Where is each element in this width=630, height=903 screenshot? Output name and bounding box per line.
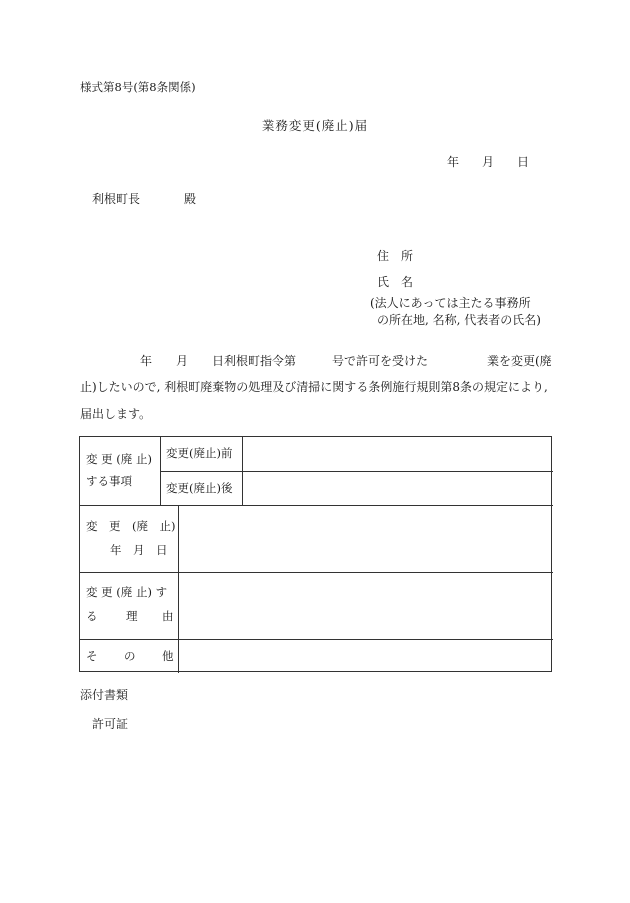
table-divider (80, 505, 553, 506)
body-day-directive: 日利根町指令第 (212, 354, 297, 368)
matter-label-line2: する事項 (86, 474, 132, 488)
applicant-note-line2: の所在地, 名称, 代表者の氏名) (377, 313, 541, 327)
date-year-label: 年 (447, 155, 460, 169)
reason-label-ri: 理 (126, 609, 138, 623)
date-month-label: 月 (482, 155, 495, 169)
other-label-so: そ (86, 649, 98, 663)
date-value-cell[interactable] (182, 508, 549, 569)
table-divider (80, 572, 553, 573)
body-number: 号で許可を受けた (332, 354, 429, 368)
attachment-item: 許可証 (92, 717, 129, 731)
body-line-2: 止)したいので, 利根町廃棄物の処理及び清掃に関する条例施行規則第8条の規定により, (80, 380, 548, 394)
before-label: 変更(廃止)前 (166, 446, 233, 460)
other-label-no: の (124, 649, 136, 663)
change-details-table (79, 436, 552, 672)
body-business: 業を変更(廃 (487, 354, 552, 368)
reason-label-line1: 変 更 (廃 止) す (86, 585, 168, 599)
body-year: 年 (140, 354, 153, 368)
reason-label-yu: 由 (162, 609, 174, 623)
reason-label-ru: る (86, 609, 98, 623)
body-line-3: 届出します。 (80, 407, 152, 421)
addressee-honorific: 殿 (184, 192, 197, 206)
document-title: 業務変更(廃止)届 (261, 118, 369, 133)
other-value-cell[interactable] (182, 642, 549, 670)
date-day-label: 日 (517, 155, 530, 169)
other-label-ta: 他 (162, 649, 174, 663)
matter-label-line1: 変 更 (廃 止) (86, 452, 152, 466)
form-number: 様式第8号(第8条関係) (80, 80, 196, 94)
after-value-cell[interactable] (246, 473, 549, 503)
date-label-line1: 変 更 (廃 止) (86, 519, 176, 533)
applicant-address-label: 住 所 (377, 249, 414, 263)
addressee-name: 利根町長 (92, 192, 141, 206)
applicant-note-line1: (法人にあっては主たる事務所 (370, 296, 531, 310)
table-divider (80, 639, 553, 640)
table-divider (160, 471, 553, 472)
attachments-title: 添付書類 (80, 688, 129, 702)
date-label-line2: 年 月 日 (110, 543, 168, 557)
table-divider (178, 505, 179, 673)
after-label: 変更(廃止)後 (166, 481, 233, 495)
body-month: 月 (176, 354, 189, 368)
applicant-name-label: 氏 名 (377, 275, 414, 289)
before-value-cell[interactable] (246, 439, 549, 469)
reason-value-cell[interactable] (182, 575, 549, 636)
